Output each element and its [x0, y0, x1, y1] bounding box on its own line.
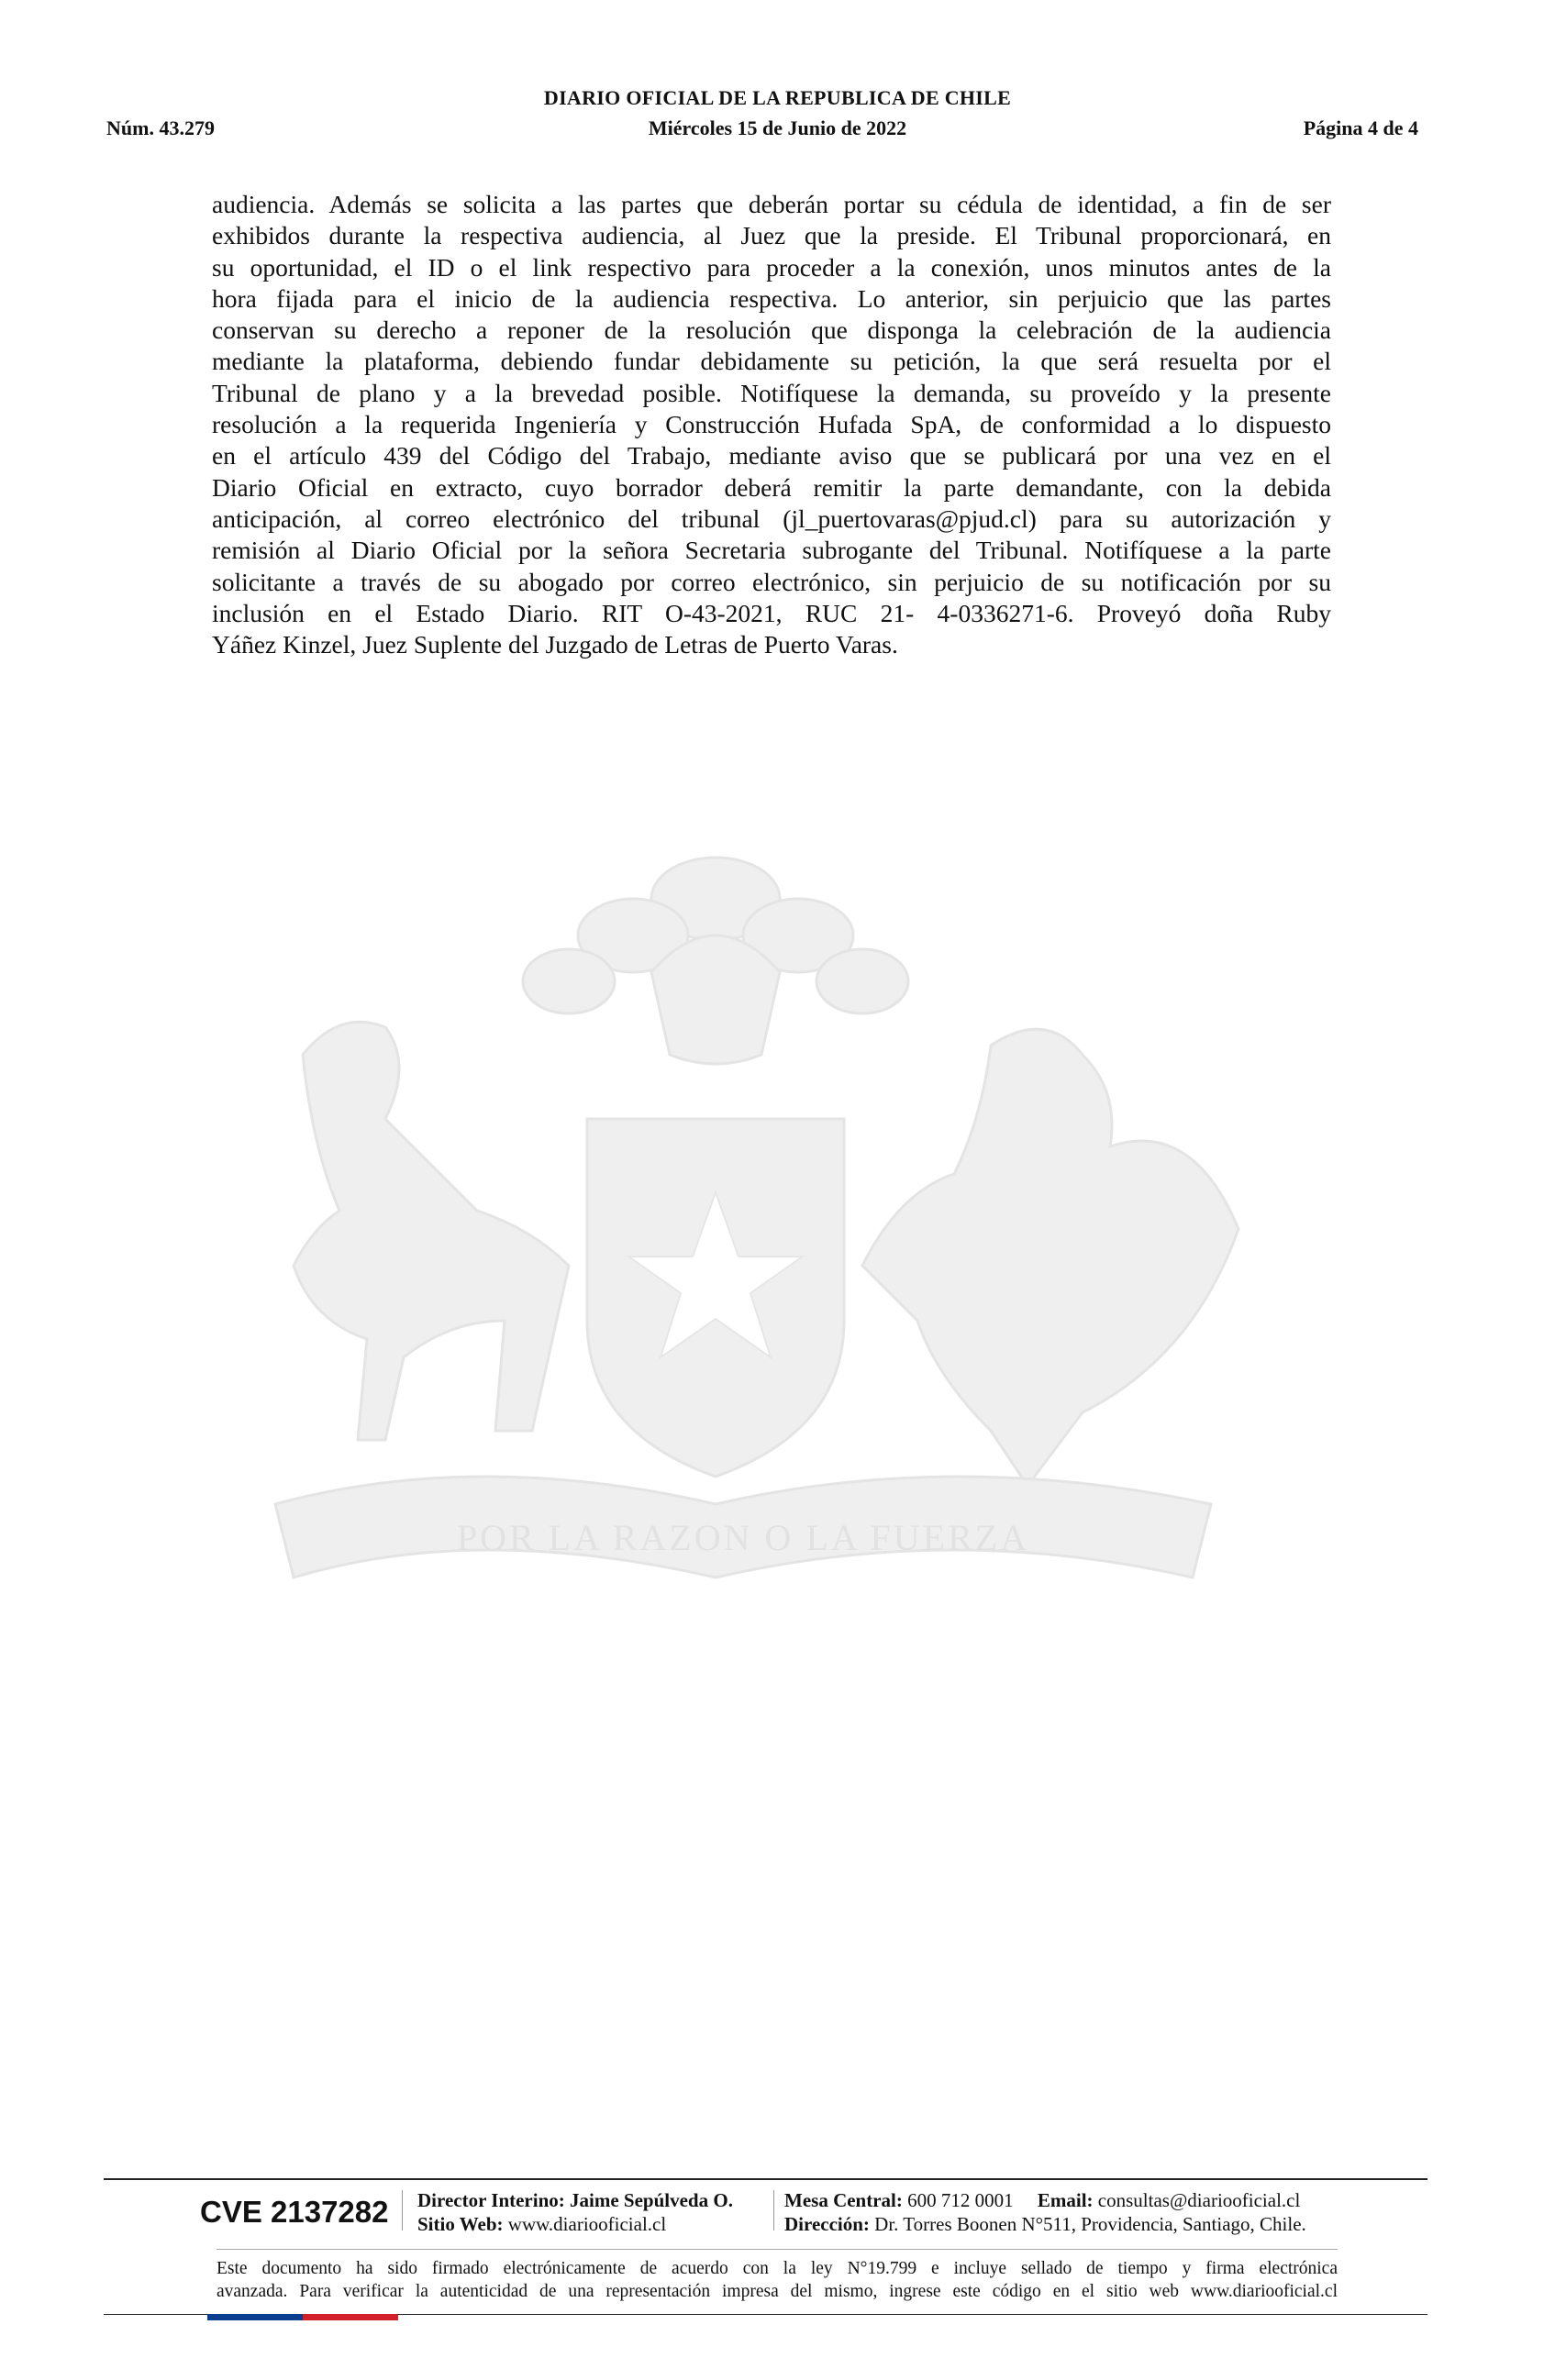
body-line: hora fijada para el inicio de la audiencia respectiva. Lo anterior, sin perjuicio que las partes [212, 283, 1331, 313]
footer-separator [773, 2190, 774, 2231]
email-label: Email: [1037, 2189, 1094, 2211]
footer-divider-mid [217, 2249, 1338, 2250]
page-indicator: Página 4 de 4 [1303, 116, 1418, 139]
signature-notice [217, 2257, 1338, 2303]
website-label: Sitio Web: [417, 2213, 504, 2235]
footer-contact-right [784, 2188, 1306, 2236]
body-line: solicitante a través de su abogado por correo electrónico, sin perjuicio de su notificación por su [212, 567, 1331, 596]
notice-line: Este documento ha sido firmado electrónicamente de acuerdo con la ley N°19.799 e incluye sellado de tiempo y firma electrónica [217, 2259, 1338, 2278]
body-line: inclusión en el Estado Diario. RIT O-43-2021, RUC 21- 4-0336271-6. Proveyó doña Ruby [212, 598, 1331, 627]
body-line: resolución a la requerida Ingeniería y Construcción Hufada SpA, de conformidad a lo dispuesto [212, 410, 1331, 439]
body-line: anticipación, al correo electrónico del tribunal (jl_puertovaras@pjud.cl) para su autorización y [212, 504, 1331, 533]
email-link[interactable]: consultas@diariooficial.cl [1097, 2189, 1301, 2211]
director-name: Jaime Sepúlveda O. [570, 2189, 733, 2211]
newspaper-title: DIARIO OFICIAL DE LA REPUBLICA DE CHILE [543, 86, 1012, 109]
phone-label: Mesa Central: [784, 2189, 903, 2211]
flag-stripe [207, 2314, 398, 2320]
body-line: Yáñez Kinzel, Juez Suplente del Juzgado de Letras de Puerto Varas. [212, 630, 898, 659]
body-paragraph [212, 189, 1331, 660]
footer-divider-top [104, 2178, 1427, 2180]
body-line: Tribunal de plano y a la brevedad posible. Notifíquese la demanda, su proveído y la presente [212, 378, 1331, 407]
flag-red-bar [303, 2314, 398, 2320]
notice-line: avanzada. Para verificar la autenticidad de una representación impresa del mismo, ingrese este código en el sitio web www.diariooficial.cl [217, 2282, 1338, 2301]
watermark-motto: POR LA RAZON O LA FUERZA [456, 1517, 1030, 1558]
body-line: exhibidos durante la respectiva audiencia, al Juez que la preside. El Tribunal proporcionará, en [212, 221, 1331, 250]
body-line: remisión al Diario Oficial por la señora Secretaria subrogante del Tribunal. Notifíquese a la parte [212, 536, 1331, 565]
cve-code: CVE 2137282 [200, 2195, 389, 2229]
website-link[interactable]: www.diariooficial.cl [507, 2213, 667, 2235]
footer-separator [402, 2190, 403, 2231]
address-value: Dr. Torres Boonen N°511, Providencia, Santiago, Chile. [874, 2213, 1306, 2235]
phone-number: 600 712 0001 [907, 2189, 1014, 2211]
body-line: Diario Oficial en extracto, cuyo borrador deberá remitir la parte demandante, con la debida [212, 472, 1331, 502]
body-line: su oportunidad, el ID o el link respectivo para proceder a la conexión, unos minutos antes de la [212, 252, 1331, 282]
body-line: en el artículo 439 del Código del Trabajo, mediante aviso que se publicará por una vez en el [212, 441, 1331, 470]
address-label: Dirección: [784, 2213, 870, 2235]
body-line: audiencia. Además se solicita a las partes que deberán portar su cédula de identidad, a fin de ser [212, 190, 1331, 218]
director-label: Director Interino: [417, 2189, 565, 2211]
body-line: mediante la plataforma, debiendo fundar debidamente su petición, la que será resuelta por el [212, 347, 1331, 376]
coat-of-arms-watermark [202, 844, 1284, 1651]
flag-blue-bar [207, 2314, 303, 2320]
footer-contact-left [417, 2188, 733, 2236]
issue-number: Núm. 43.279 [106, 116, 215, 139]
body-line: conservan su derecho a reponer de la resolución que disponga la celebración de la audiencia [212, 315, 1331, 345]
issue-date: Miércoles 15 de Junio de 2022 [648, 116, 907, 139]
